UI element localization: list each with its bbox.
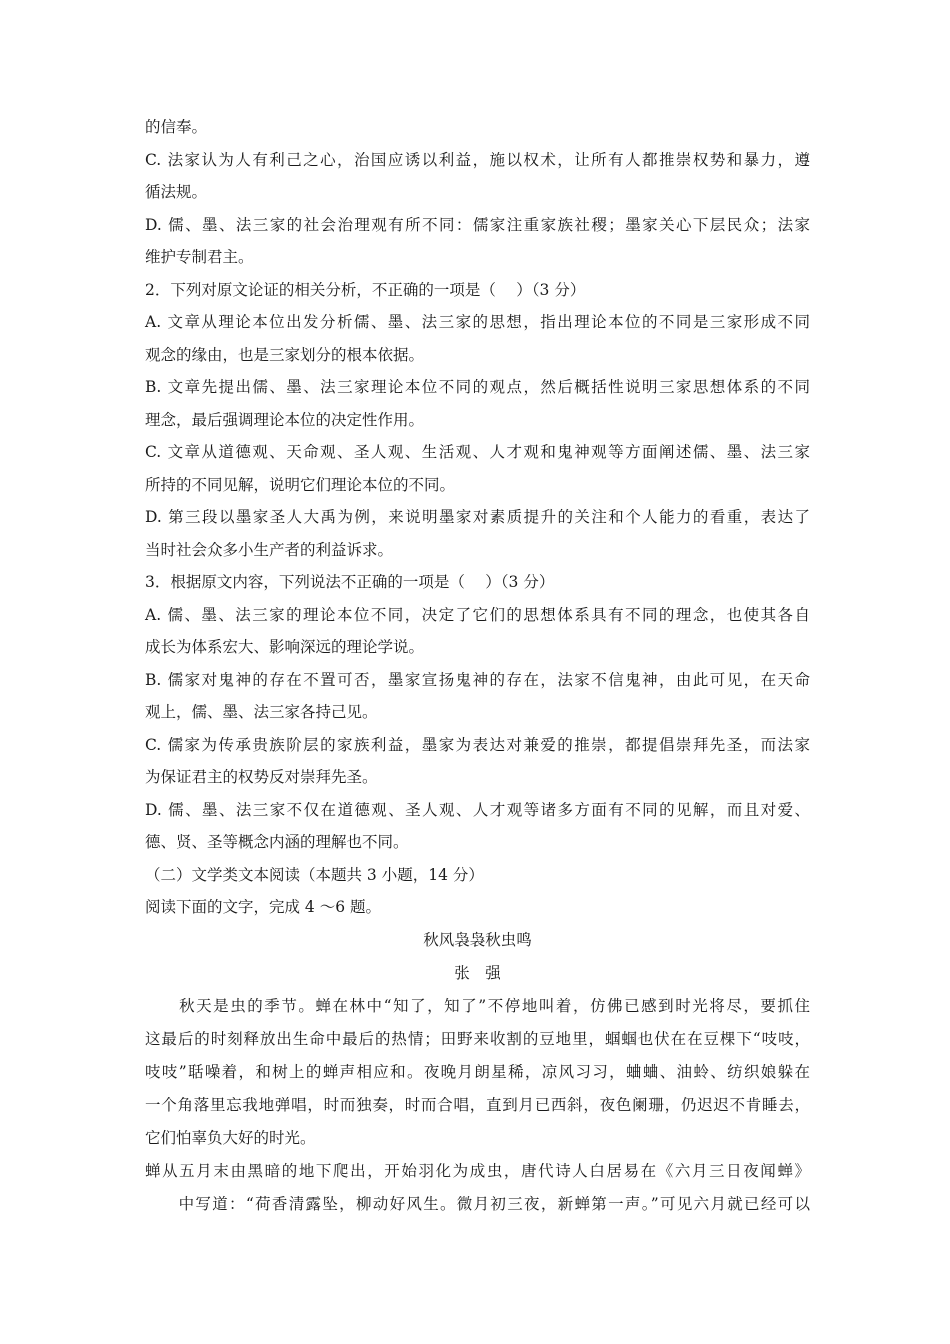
- story-line: 吱吱”聒噪着，和树上的蝉声相应和。夜晚月朗星稀，凉风习习，蛐蛐、油蛉、纺织娘躲在: [145, 1063, 810, 1081]
- story-line: 蝉从五月末由黑暗的地下爬出，开始羽化为成虫，唐代诗人白居易在《六月三日夜闻蝉》: [145, 1162, 810, 1180]
- text-line: D. 第三段以墨家圣人大禹为例，来说明墨家对素质提升的关注和个人能力的看重，表达了: [145, 508, 810, 526]
- text-line: A. 文章从理论本位出发分析儒、墨、法三家的思想，指出理论本位的不同是三家形成不同: [145, 313, 810, 331]
- text-line: C. 文章从道德观、天命观、圣人观、生活观、人才观和鬼神观等方面阐述儒、墨、法三家: [145, 443, 810, 461]
- text-line: 阅读下面的文字，完成 4 ～6 题。: [145, 898, 382, 916]
- story-author: 张 强: [454, 964, 501, 982]
- text-line: C. 法家认为人有利己之心，治国应诱以利益，施以权术，让所有人都推崇权势和暴力，遵: [145, 150, 810, 169]
- text-line: 所持的不同见解，说明它们理论本位的不同。: [145, 475, 456, 494]
- text-line: 理念，最后强调理论本位的决定性作用。: [145, 410, 425, 429]
- text-line: 循法规。: [145, 183, 208, 201]
- text-line: 3．根据原文内容，下列说法不正确的一项是（ ）（3 分）: [145, 573, 555, 591]
- text-line: 的信奉。: [145, 118, 208, 136]
- text-line: B. 儒家对鬼神的存在不置可否，墨家宣扬鬼神的存在，法家不信鬼神，由此可见，在天命: [145, 670, 810, 689]
- text-line: B. 文章先提出儒、墨、法三家理论本位不同的观点，然后概括性说明三家思想体系的不同: [145, 378, 810, 396]
- story-line: 它们怕辜负大好的时光。: [145, 1129, 316, 1147]
- text-line: 观上，儒、墨、法三家各持己见。: [145, 703, 378, 721]
- text-line: 2．下列对原文论证的相关分析，不正确的一项是（ ）（3 分）: [145, 280, 586, 299]
- story-line: 一个角落里忘我地弹唱，时而独奏，时而合唱，直到月已西斜，夜色阑珊，仍迟迟不肯睡去，: [145, 1096, 810, 1114]
- text-line: 维护专制君主。: [145, 248, 254, 266]
- story-line: 中写道：“荷香清露坠，柳动好风生。微月初三夜，新蝉第一声。”可见六月就已经可以: [145, 1195, 810, 1213]
- text-line: 当时社会众多小生产者的利益诉求。: [145, 540, 394, 559]
- text-line: （二）文学类文本阅读（本题共 3 小题，14 分）: [145, 865, 484, 884]
- text-line: 成长为体系宏大、影响深远的理论学说。: [145, 638, 425, 656]
- text-line: 为保证君主的权势反对崇拜先圣。: [145, 768, 378, 786]
- text-line: 观念的缘由，也是三家划分的根本依据。: [145, 345, 425, 364]
- story-title: 秋风袅袅秋虫鸣: [423, 931, 532, 949]
- text-line: C. 儒家为传承贵族阶层的家族利益，墨家为表达对兼爱的推崇，都提倡崇拜先圣，而法家: [145, 735, 810, 754]
- text-line: D. 儒、墨、法三家的社会治理观有所不同：儒家注重家族社稷；墨家关心下层民众；法家: [145, 215, 810, 234]
- text-line: 德、贤、圣等概念内涵的理解也不同。: [145, 833, 409, 851]
- story-line: 秋天是虫的季节。蝉在林中“知了，知了”不停地叫着，仿佛已感到时光将尽，要抓住: [145, 997, 810, 1015]
- text-line: A. 儒、墨、法三家的理论本位不同，决定了它们的思想体系具有不同的理念，也使其各自: [145, 605, 810, 624]
- text-line: D. 儒、墨、法三家不仅在道德观、圣人观、人才观等诸多方面有不同的见解，而且对爱、: [145, 800, 810, 819]
- story-line: 这最后的时刻释放出生命中最后的热情；田野来收割的豆地里，蝈蝈也伏在在豆棵下“吱吱，: [145, 1030, 810, 1048]
